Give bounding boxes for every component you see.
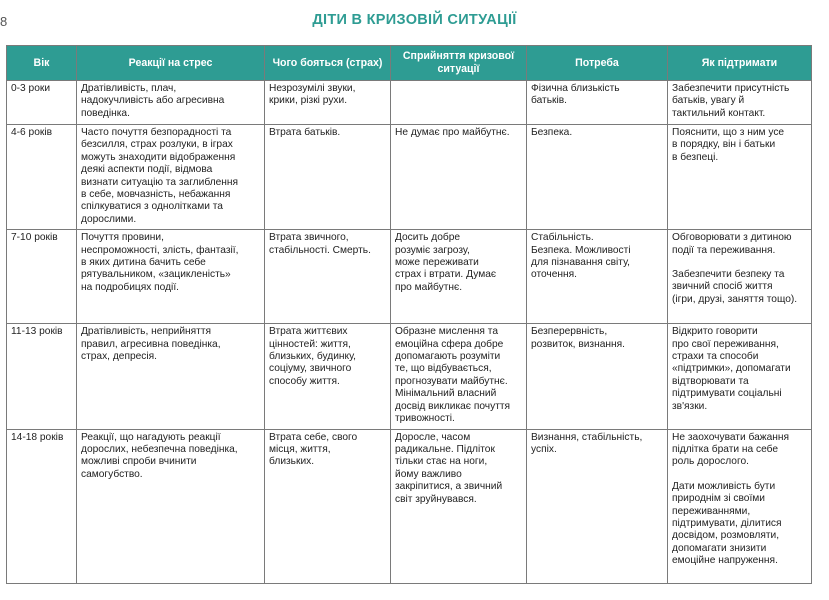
table-row xyxy=(7,230,812,324)
table-row xyxy=(7,125,812,230)
header-support: Як підтримати xyxy=(668,46,812,81)
support-cell: Відкрито говорити про свої переживання, страхи та способи «підтримки», допомагати відтворювати та підтримувати соціальні зв'язки. xyxy=(668,324,812,429)
perception-cell: Досить добре розуміє загрозу, може переживати страх і втрати. Думає про майбутнє. xyxy=(391,230,527,324)
perception-cell: Доросле, часом радикальне. Підліток тільки стає на ноги, йому важливо закріпитися, а звичний світ зруйнувався. xyxy=(391,429,527,583)
table-header-row xyxy=(7,46,812,81)
reactions-cell: Реакції, що нагадують реакції дорослих, небезпечна поведінка, можливі спроби вчинити самогубство. xyxy=(77,429,265,583)
header-needs: Потреба xyxy=(527,46,668,81)
support-cell: Забезпечити присутність батьків, увагу й тактильний контакт. xyxy=(668,81,812,125)
age-cell: 0-3 роки xyxy=(7,81,77,125)
page-number: 8 xyxy=(0,14,8,29)
fear-cell: Незрозумілі звуки, крики, різкі рухи. xyxy=(265,81,391,125)
header-crisis-perception: Сприйняття кризової ситуації xyxy=(391,46,527,81)
reactions-cell: Дратівливість, плач, надокучливість або агресивна поведінка. xyxy=(77,81,265,125)
perception-cell: Не думає про майбутнє. xyxy=(391,125,527,230)
support-cell: Не заохочувати бажання підлітка брати на себе роль дорослого. Дати можливість бути природнім зі своїми переживаннями, підтримувати, ділитися досвідом, розмовляти, допомагати знизити емоційне напруження. xyxy=(668,429,812,583)
support-cell: Обговорювати з дитиною події та переживання. Забезпечити безпеку та звичний спосіб життя (ігри, друзі, заняття тощо). xyxy=(668,230,812,324)
reactions-cell: Часто почуття безпорадності та безсилля, страх розлуки, в іграх можуть знаходити відображення деякі аспекти події, відмова визнати ситуацію та заглиблення в себе, мовчазність, небажання спілкуватися з однолітками та дорослими. xyxy=(77,125,265,230)
fear-cell: Втрата себе, свого місця, життя, близьких. xyxy=(265,429,391,583)
perception-cell xyxy=(391,81,527,125)
age-cell: 14-18 років xyxy=(7,429,77,583)
need-cell: Фізична близькість батьків. xyxy=(527,81,668,125)
need-cell: Визнання, стабільність, успіх. xyxy=(527,429,668,583)
reactions-cell: Почуття провини, неспроможності, злість, фантазії, в яких дитина бачить себе рятувальником, «зацикленість» на подробицях події. xyxy=(77,230,265,324)
fear-cell: Втрата батьків. xyxy=(265,125,391,230)
header-fears: Чого бояться (страх) xyxy=(265,46,391,81)
perception-cell: Образне мислення та емоційна сфера добре допомагають розуміти те, що відбувається, прогнозувати майбутнє. Мінімальний власний досвід викликає почуття тривожності. xyxy=(391,324,527,429)
fear-cell: Втрата життєвих цінностей: життя, близьких, будинку, соціуму, звичного способу життя. xyxy=(265,324,391,429)
need-cell: Безперервність, розвиток, визнання. xyxy=(527,324,668,429)
table-row xyxy=(7,324,812,429)
table-row xyxy=(7,429,812,583)
age-cell: 7-10 років xyxy=(7,230,77,324)
reactions-cell: Дратівливість, неприйняття правил, агресивна поведінка, страх, депресія. xyxy=(77,324,265,429)
fear-cell: Втрата звичного, стабільності. Смерть. xyxy=(265,230,391,324)
crisis-reactions-table xyxy=(6,45,812,584)
need-cell: Безпека. xyxy=(527,125,668,230)
age-cell: 11-13 років xyxy=(7,324,77,429)
header-age: Вік xyxy=(7,46,77,81)
need-cell: Стабільність. Безпека. Можливості для пізнавання світу, оточення. xyxy=(527,230,668,324)
page-title: ДІТИ В КРИЗОВІЙ СИТУАЦІЇ xyxy=(312,12,517,28)
table-row xyxy=(7,81,812,125)
header-stress-reactions: Реакції на стрес xyxy=(77,46,265,81)
support-cell: Пояснити, що з ним усе в порядку, він і батьки в безпеці. xyxy=(668,125,812,230)
age-cell: 4-6 років xyxy=(7,125,77,230)
